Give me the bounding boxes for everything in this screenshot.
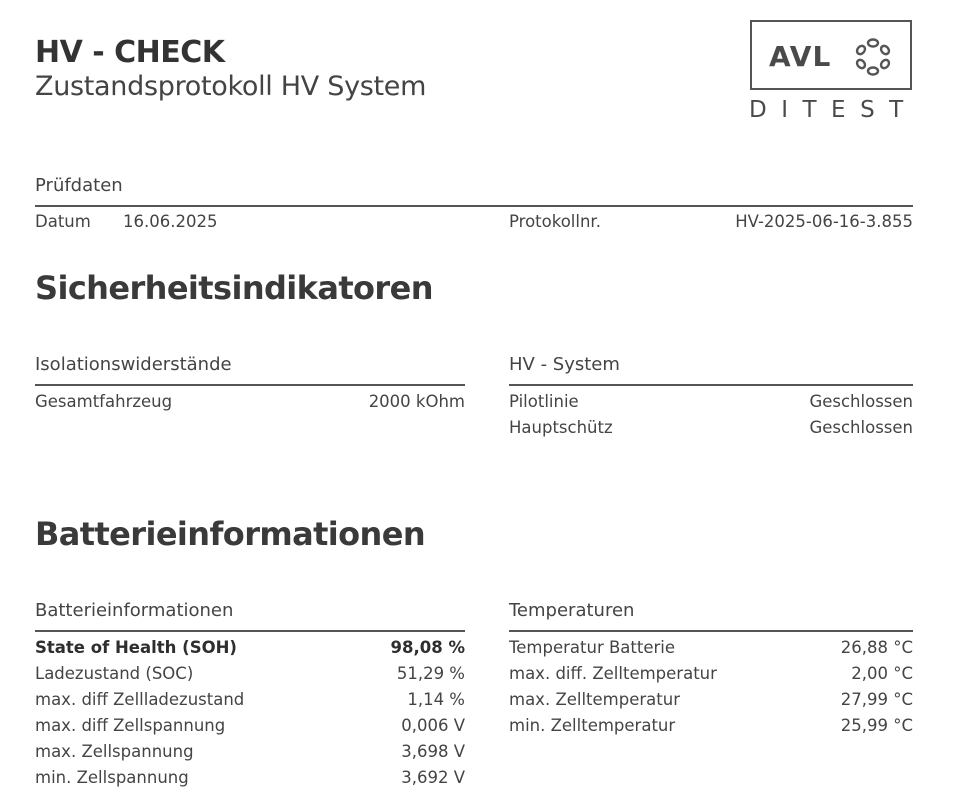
heading-batterieinformationen: Batterieinformationen <box>35 515 426 553</box>
row-label: max. Zellspannung <box>35 742 194 761</box>
row-value: 3,698 V <box>401 742 465 761</box>
row-value: 27,99 °C <box>840 690 913 709</box>
row-label: Gesamtfahrzeug <box>35 392 173 411</box>
row-value: 51,29 % <box>396 664 465 683</box>
section-label-isolation: Isolationswiderstände <box>35 354 232 375</box>
row-label: Ladezustand (SOC) <box>35 664 194 683</box>
row-label: min. Zelltemperatur <box>509 716 676 735</box>
logo-swirl-icon <box>850 34 896 80</box>
row-value: Geschlossen <box>809 392 913 411</box>
row-label: max. Zelltemperatur <box>509 690 680 709</box>
row-value: 25,99 °C <box>840 716 913 735</box>
section-label-pruefdaten: Prüfdaten <box>35 175 123 196</box>
section-label-batterieinfo: Batterieinformationen <box>35 600 234 621</box>
row-value: 2,00 °C <box>851 664 913 683</box>
divider <box>35 630 465 632</box>
divider <box>35 384 465 386</box>
divider <box>509 630 913 632</box>
section-label-temperaturen: Temperaturen <box>509 600 635 621</box>
row-value: 2000 kOhm <box>368 392 465 411</box>
protokoll-label: Protokollnr. <box>509 212 601 231</box>
row-label: Temperatur Batterie <box>509 638 676 657</box>
row-value: 26,88 °C <box>840 638 913 657</box>
row-value: Geschlossen <box>809 418 913 437</box>
page-title: HV - CHECK <box>35 35 225 70</box>
protokoll-value: HV-2025-06-16-3.855 <box>735 212 913 231</box>
datum-value: 16.06.2025 <box>123 212 218 231</box>
row-label: Pilotlinie <box>509 392 579 411</box>
logo-brand: AVL <box>769 40 832 73</box>
row-value: 0,006 V <box>401 716 465 735</box>
divider <box>35 205 913 207</box>
page-subtitle: Zustandsprotokoll HV System <box>35 71 427 102</box>
row-label: max. diff Zellladezustand <box>35 690 245 709</box>
datum-label: Datum <box>35 212 91 231</box>
row-label: max. diff. Zelltemperatur <box>509 664 717 683</box>
row-label: max. diff Zellspannung <box>35 716 226 735</box>
row-value: 3,692 V <box>401 768 465 787</box>
heading-sicherheitsindikatoren: Sicherheitsindikatoren <box>35 269 433 307</box>
section-label-hv-system: HV - System <box>509 354 620 375</box>
logo-subtext: DITEST <box>749 97 918 123</box>
row-label: Hauptschütz <box>509 418 613 437</box>
row-value: 98,08 % <box>390 638 465 657</box>
row-label: min. Zellspannung <box>35 768 189 787</box>
divider <box>509 384 913 386</box>
row-value: 1,14 % <box>407 690 465 709</box>
row-label: State of Health (SOH) <box>35 638 237 657</box>
